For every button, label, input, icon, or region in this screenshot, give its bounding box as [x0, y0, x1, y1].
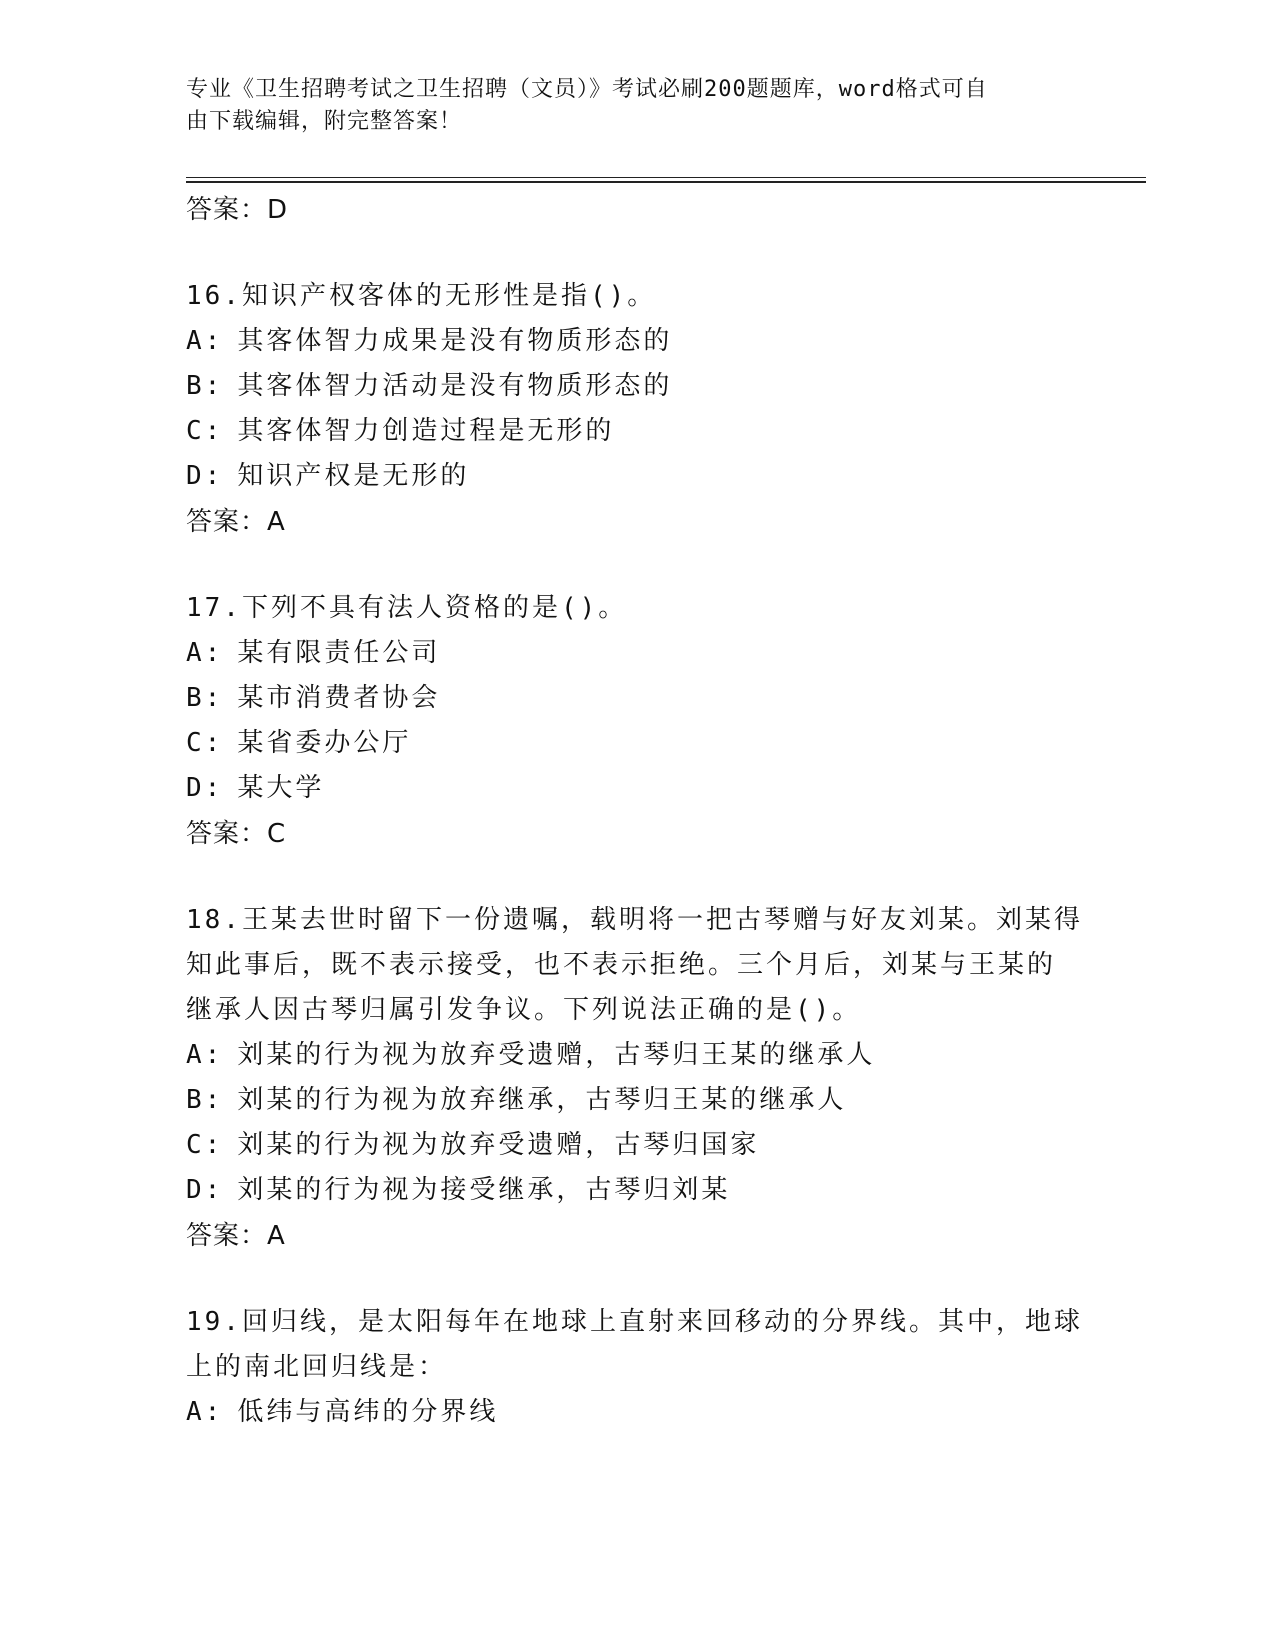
option-key: C:	[186, 416, 224, 446]
option-text: 其客体智力成果是没有物质形态的	[237, 326, 673, 356]
option-row	[186, 1168, 1086, 1213]
questions-container	[186, 274, 1086, 1435]
option-key: A:	[186, 1397, 224, 1427]
option-text: 知识产权是无形的	[237, 461, 470, 491]
question-block	[186, 898, 1086, 1259]
option-key: A:	[186, 326, 224, 356]
page-header	[186, 74, 1066, 138]
option-key: C:	[186, 728, 224, 758]
option-key: A:	[186, 638, 224, 668]
answer-line: 答案：A	[186, 1221, 286, 1251]
option-row	[186, 1033, 1086, 1078]
question-stem: 19.回归线，是太阳每年在地球上直射来回移动的分界线。其中，地球	[186, 1307, 1083, 1337]
option-key: C:	[186, 1130, 224, 1160]
option-row	[186, 631, 1086, 676]
option-text: 低纬与高纬的分界线	[237, 1397, 499, 1427]
option-text: 其客体智力创造过程是无形的	[237, 416, 615, 446]
answer-line: 答案：C	[186, 819, 287, 849]
option-row	[186, 1078, 1086, 1123]
option-text: 刘某的行为视为接受继承，古琴归刘某	[237, 1175, 731, 1205]
option-text: 某省委办公厅	[237, 728, 412, 758]
question-stem: 继承人因古琴归属引发争议。下列说法正确的是()。	[186, 995, 862, 1025]
option-row	[186, 766, 1086, 811]
answer-line: 答案：D	[186, 195, 289, 225]
option-key: A:	[186, 1040, 224, 1070]
option-text: 某有限责任公司	[237, 638, 441, 668]
option-key: D:	[186, 461, 224, 491]
option-row	[186, 364, 1086, 409]
option-row	[186, 1390, 1086, 1435]
option-key: B:	[186, 1085, 224, 1115]
option-row	[186, 721, 1086, 766]
question-stem: 16.知识产权客体的无形性是指()。	[186, 281, 657, 311]
option-key: B:	[186, 371, 224, 401]
option-text: 其客体智力活动是没有物质形态的	[237, 371, 673, 401]
option-row	[186, 454, 1086, 499]
question-block	[186, 274, 1086, 545]
question-stem: 18.王某去世时留下一份遗嘱，载明将一把古琴赠与好友刘某。刘某得	[186, 905, 1083, 935]
option-text: 某市消费者协会	[237, 683, 441, 713]
question-stem: 知此事后，既不表示接受，也不表示拒绝。三个月后，刘某与王某的	[186, 950, 1057, 980]
question-stem: 17.下列不具有法人资格的是()。	[186, 593, 628, 623]
question-stem: 上的南北回归线是：	[186, 1352, 448, 1382]
question-list	[186, 187, 1086, 1435]
question-block	[186, 586, 1086, 857]
option-key: D:	[186, 773, 224, 803]
question-block	[186, 1300, 1086, 1435]
option-row	[186, 676, 1086, 721]
option-row	[186, 1123, 1086, 1168]
option-text: 刘某的行为视为放弃受遗赠，古琴归王某的继承人	[237, 1040, 876, 1070]
option-key: B:	[186, 683, 224, 713]
option-text: 刘某的行为视为放弃继承，古琴归王某的继承人	[237, 1085, 847, 1115]
option-text: 某大学	[237, 773, 325, 803]
header-line-1: 专业《卫生招聘考试之卫生招聘（文员）》考试必刷200题题库，word格式可自	[186, 77, 988, 102]
answer-line: 答案：A	[186, 507, 286, 537]
header-divider	[186, 177, 1146, 183]
option-row	[186, 409, 1086, 454]
option-key: D:	[186, 1175, 224, 1205]
option-row	[186, 319, 1086, 364]
header-line-2: 由下载编辑，附完整答案！	[186, 109, 463, 134]
option-text: 刘某的行为视为放弃受遗赠，古琴归国家	[237, 1130, 760, 1160]
